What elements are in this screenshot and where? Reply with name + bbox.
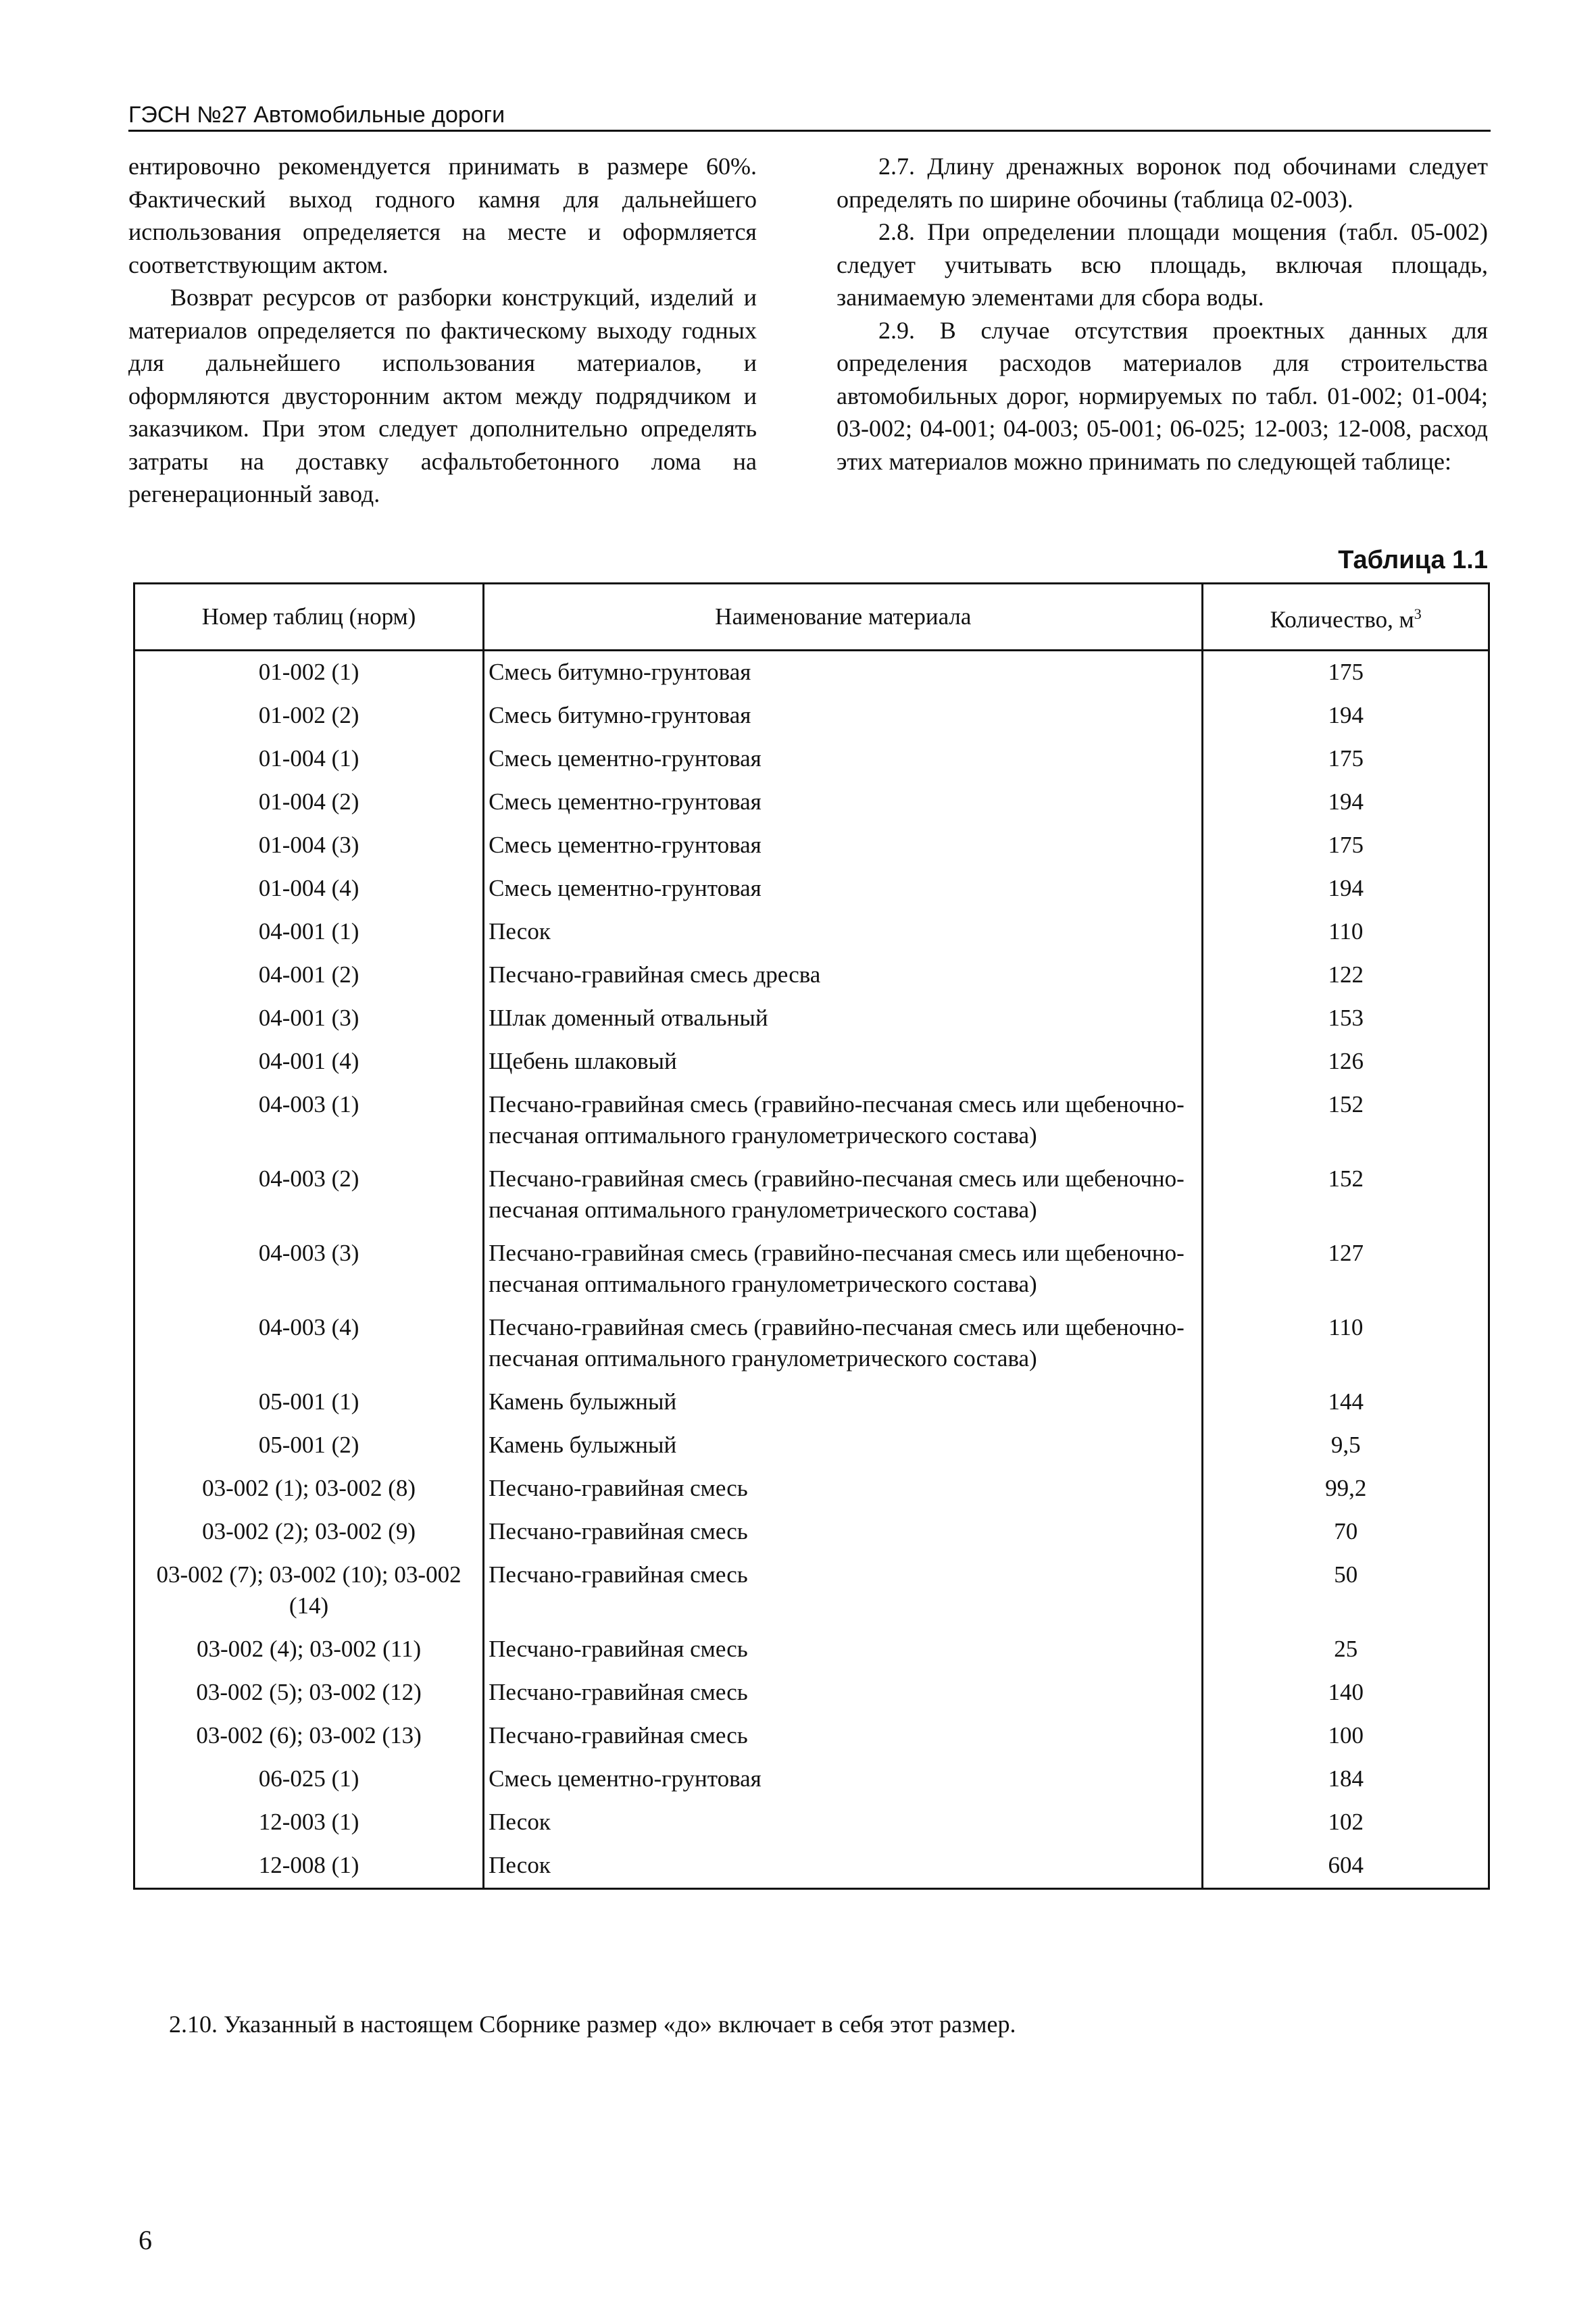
cell-material-name: Песчано-гравийная смесь дресва [484,954,1203,997]
table-row [134,1381,1489,1424]
header-quantity-unit-exponent: 3 [1414,605,1422,622]
table-row [134,1758,1489,1801]
cell-table-number: 03-002 (2); 03-002 (9) [134,1511,484,1554]
cell-table-number: 04-001 (3) [134,997,484,1040]
cell-quantity: 122 [1203,954,1489,997]
cell-table-number: 03-002 (7); 03-002 (10); 03-002 (14) [134,1554,484,1628]
cell-table-number: 03-002 (1); 03-002 (8) [134,1467,484,1511]
cell-material-name: Песок [484,1844,1203,1889]
table-row [134,781,1489,824]
cell-table-number: 04-003 (2) [134,1158,484,1232]
cell-table-number: 12-008 (1) [134,1844,484,1889]
cell-material-name: Смесь цементно-грунтовая [484,824,1203,867]
table-row [134,651,1489,695]
table-row [134,997,1489,1040]
header-material-name: Наименование материала [484,584,1203,651]
table-row [134,1628,1489,1671]
cell-material-name: Песок [484,1801,1203,1844]
table-row [134,1801,1489,1844]
cell-table-number: 12-003 (1) [134,1801,484,1844]
footer-note: 2.10. Указанный в настоящем Сборнике размер «до» включает в себя этот размер. [169,2011,1016,2038]
right-text-column [837,150,1488,478]
cell-quantity: 152 [1203,1158,1489,1232]
cell-material-name: Песчано-гравийная смесь [484,1511,1203,1554]
table-row [134,1307,1489,1381]
cell-table-number: 04-003 (4) [134,1307,484,1381]
cell-quantity: 100 [1203,1715,1489,1758]
table-row [134,738,1489,781]
cell-table-number: 04-001 (1) [134,911,484,954]
cell-quantity: 184 [1203,1758,1489,1801]
table-row [134,954,1489,997]
materials-table [133,582,1490,1890]
cell-quantity: 50 [1203,1554,1489,1628]
cell-quantity: 153 [1203,997,1489,1040]
paragraph: ентировочно рекомендуется принимать в размере 60%. Фактический выход годного камня для дальнейшего использования определяется на месте и оформляется соответствующим актом. [128,153,757,278]
table-row [134,911,1489,954]
table-header-row [134,584,1489,651]
cell-quantity: 140 [1203,1671,1489,1715]
cell-quantity: 175 [1203,738,1489,781]
cell-quantity: 144 [1203,1381,1489,1424]
header-table-number: Номер таблиц (норм) [134,584,484,651]
cell-material-name: Песок [484,911,1203,954]
table-row [134,1084,1489,1158]
cell-table-number: 01-004 (2) [134,781,484,824]
cell-quantity: 194 [1203,695,1489,738]
cell-material-name: Смесь цементно-грунтовая [484,781,1203,824]
cell-material-name: Песчано-гравийная смесь (гравийно-песчаная смесь или щебеночно-песчаная оптимального гранулометрического состава) [484,1232,1203,1307]
table-row [134,1158,1489,1232]
cell-table-number: 01-004 (4) [134,867,484,911]
cell-material-name: Песчано-гравийная смесь (гравийно-песчаная смесь или щебеночно-песчаная оптимального гранулометрического состава) [484,1307,1203,1381]
paragraph: 2.8. При определении площади мощения (табл. 05-002) следует учитывать всю площадь, включая площадь, занимаемую элементами для сбора воды. [837,218,1488,311]
cell-material-name: Шлак доменный отвальный [484,997,1203,1040]
cell-quantity: 194 [1203,781,1489,824]
cell-quantity: 110 [1203,911,1489,954]
running-header-title: ГЭСН №27 Автомобильные дороги [128,102,505,128]
cell-material-name: Смесь цементно-грунтовая [484,1758,1203,1801]
table-row [134,1040,1489,1084]
cell-material-name: Песчано-гравийная смесь [484,1671,1203,1715]
table-caption: Таблица 1.1 [1338,546,1488,574]
cell-material-name: Песчано-гравийная смесь [484,1628,1203,1671]
cell-quantity: 194 [1203,867,1489,911]
cell-material-name: Песчано-гравийная смесь [484,1715,1203,1758]
cell-material-name: Камень булыжный [484,1424,1203,1467]
running-header [128,95,1491,132]
cell-table-number: 04-001 (2) [134,954,484,997]
table-row [134,695,1489,738]
table-row [134,1844,1489,1889]
cell-material-name: Песчано-гравийная смесь [484,1467,1203,1511]
cell-material-name: Песчано-гравийная смесь (гравийно-песчаная смесь или щебеночно-песчаная оптимального гранулометрического состава) [484,1158,1203,1232]
cell-table-number: 05-001 (1) [134,1381,484,1424]
cell-table-number: 06-025 (1) [134,1758,484,1801]
cell-material-name: Щебень шлаковый [484,1040,1203,1084]
table-row [134,867,1489,911]
table-row [134,1424,1489,1467]
left-text-column [128,150,757,511]
cell-table-number: 01-004 (3) [134,824,484,867]
cell-table-number: 03-002 (4); 03-002 (11) [134,1628,484,1671]
cell-quantity: 9,5 [1203,1424,1489,1467]
cell-quantity: 110 [1203,1307,1489,1381]
paragraph: Возврат ресурсов от разборки конструкций, изделий и материалов определяется по фактическому выходу годных для дальнейшего использования материалов, и оформляются двусторонним актом между подрядчиком и заказчиком. При этом следует дополнительно определять затраты на доставку асфальтобетонного лома на регенерационный завод. [128,284,757,507]
cell-table-number: 01-002 (2) [134,695,484,738]
cell-quantity: 70 [1203,1511,1489,1554]
cell-quantity: 152 [1203,1084,1489,1158]
cell-material-name: Смесь битумно-грунтовая [484,695,1203,738]
cell-quantity: 175 [1203,824,1489,867]
paragraph: 2.7. Длину дренажных воронок под обочинами следует определять по ширине обочины (таблица 02-003). [837,153,1488,213]
cell-material-name: Смесь битумно-грунтовая [484,651,1203,695]
cell-material-name: Песчано-гравийная смесь (гравийно-песчаная смесь или щебеночно-песчаная оптимального гранулометрического состава) [484,1084,1203,1158]
cell-material-name: Смесь цементно-грунтовая [484,738,1203,781]
paragraph: 2.9. В случае отсутствия проектных данных для определения расходов материалов для строительства автомобильных дорог, нормируемых по табл. 01-002; 01-004; 03-002; 04-001; 04-003; 05-001; 06-025; 12-003; 12-008, расход этих материалов можно принимать по следующей таблице: [837,316,1488,475]
cell-quantity: 25 [1203,1628,1489,1671]
cell-material-name: Камень булыжный [484,1381,1203,1424]
table-row [134,1671,1489,1715]
cell-quantity: 102 [1203,1801,1489,1844]
cell-table-number: 05-001 (2) [134,1424,484,1467]
cell-table-number: 01-002 (1) [134,651,484,695]
table-row [134,1467,1489,1511]
cell-table-number: 04-003 (1) [134,1084,484,1158]
cell-table-number: 03-002 (5); 03-002 (12) [134,1671,484,1715]
cell-quantity: 99,2 [1203,1467,1489,1511]
table-row [134,824,1489,867]
page-number: 6 [139,2225,152,2255]
cell-quantity: 126 [1203,1040,1489,1084]
table-row [134,1554,1489,1628]
cell-quantity: 127 [1203,1232,1489,1307]
table-row [134,1715,1489,1758]
cell-material-name: Смесь цементно-грунтовая [484,867,1203,911]
cell-table-number: 03-002 (6); 03-002 (13) [134,1715,484,1758]
header-quantity-label: Количество, м [1270,606,1414,633]
cell-material-name: Песчано-гравийная смесь [484,1554,1203,1628]
header-quantity [1203,584,1489,651]
cell-quantity: 175 [1203,651,1489,695]
cell-table-number: 04-003 (3) [134,1232,484,1307]
cell-quantity: 604 [1203,1844,1489,1889]
table-row [134,1232,1489,1307]
table-row [134,1511,1489,1554]
cell-table-number: 04-001 (4) [134,1040,484,1084]
cell-table-number: 01-004 (1) [134,738,484,781]
